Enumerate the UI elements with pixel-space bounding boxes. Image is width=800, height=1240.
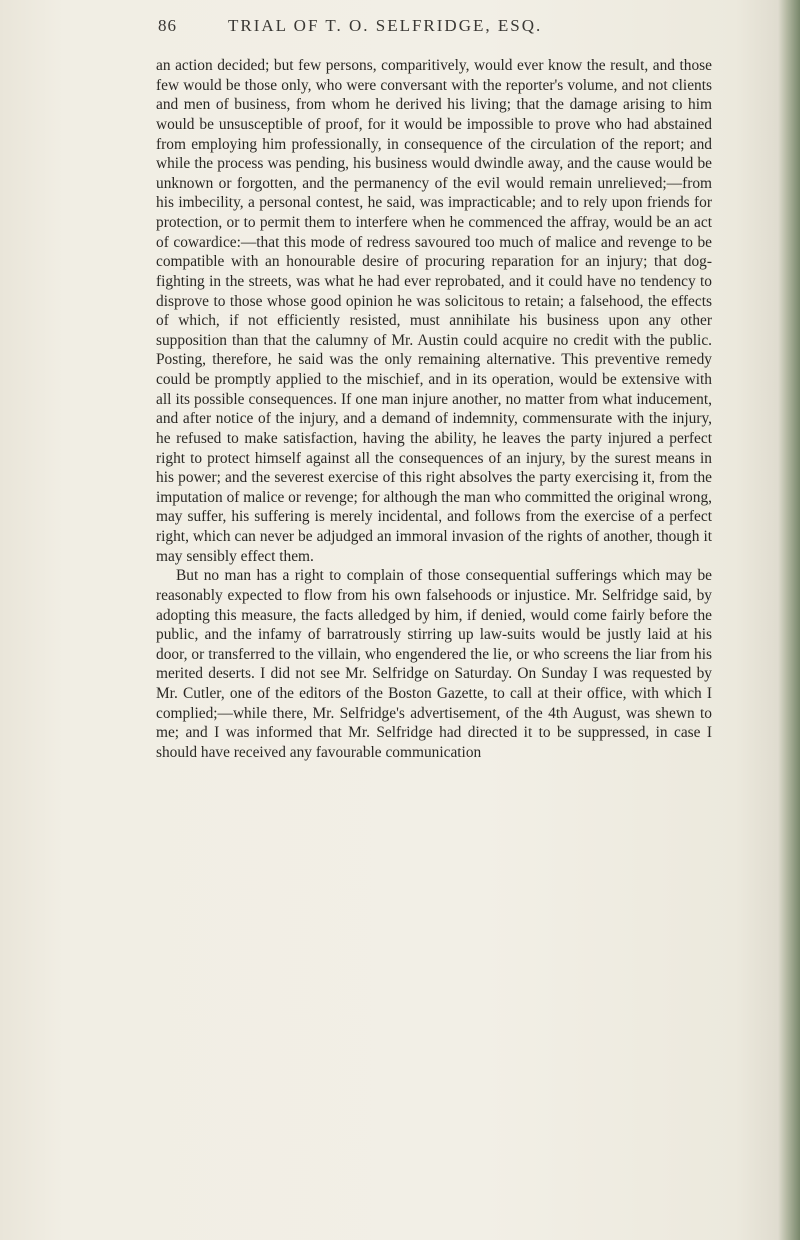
paragraph-2: But no man has a right to complain of those consequential sufferings which may be reasonably expected to flow from his own falsehoods or injustice. Mr. Selfridge said, by adopting this measure, the facts alledged by him, if denied, would come fairly before the public, and the infamy of barratrously stirring up law-suits would be justly laid at his door, or transferred to the villain, who engendered the lie, or who screens the liar from his merited deserts. I did not see Mr. Selfridge on Saturday. On Sunday I was requested by Mr. Cutler, one of the editors of the Boston Gazette, to call at their office, with which I complied;—while there, Mr. Selfridge's advertisement, of the 4th August, was shewn to me; and I was informed that Mr. Selfridge had directed it to be suppressed, in case I should have received any favourable communication bbox=[156, 567, 712, 761]
running-title: TRIAL OF T. O. SELFRIDGE, ESQ. bbox=[228, 16, 543, 35]
page-edge-shadow bbox=[778, 0, 800, 1240]
paragraph-1: an action decided; but few persons, comparitively, would ever know the result, and those few would be those only, who were conversant with the reporter's volume, and not clients and men of business, from whom he derived his living; that the damage arising to him would be unsusceptible of proof, for it would be impossible to prove who had abstained from employing him professionally, in consequence of the circulation of the report; and while the process was pending, his business would dwindle away, and the cause would be unknown or forgotten, and the permanency of the evil would remain unrelieved;—from his imbecility, a personal contest, he said, was impracticable; and to rely upon friends for protection, or to permit them to interfere when he commenced the affray, would be an act of cowardice:—that this mode of redress savoured too much of malice and revenge to be compatible with an honourable desire of procuring reparation for an injury; that dog-fighting in the streets, was what he had ever reprobated, and it could have no tendency to disprove to those whose good opinion he was solicitous to retain; a falsehood, the effects of which, if not efficiently resisted, must annihilate his business upon any other supposition than that the calumny of Mr. Austin could acquire no credit with the public. Posting, therefore, he said was the only remaining alternative. This preventive remedy could be promptly applied to the mischief, and in its operation, would be extensive with all its possible consequences. If one man injure another, no matter from what inducement, and after notice of the injury, and a demand of indemnity, commensurate with the injury, he refused to make satisfaction, having the ability, he leaves the party injured a perfect right to protect himself against all the consequences of an injury, by the surest means in his power; and the severest exercise of this right absolves the party exercising it, from the imputation of malice or revenge; for although the man who committed the original wrong, may suffer, his suffering is merely incidental, and follows from the exercise of a perfect right, which can never be adjudged an immoral invasion of the rights of another, though it may sensibly effect them. bbox=[156, 57, 712, 565]
body-text bbox=[156, 56, 712, 763]
page-number: 86 bbox=[158, 16, 177, 35]
page-header bbox=[158, 14, 698, 42]
